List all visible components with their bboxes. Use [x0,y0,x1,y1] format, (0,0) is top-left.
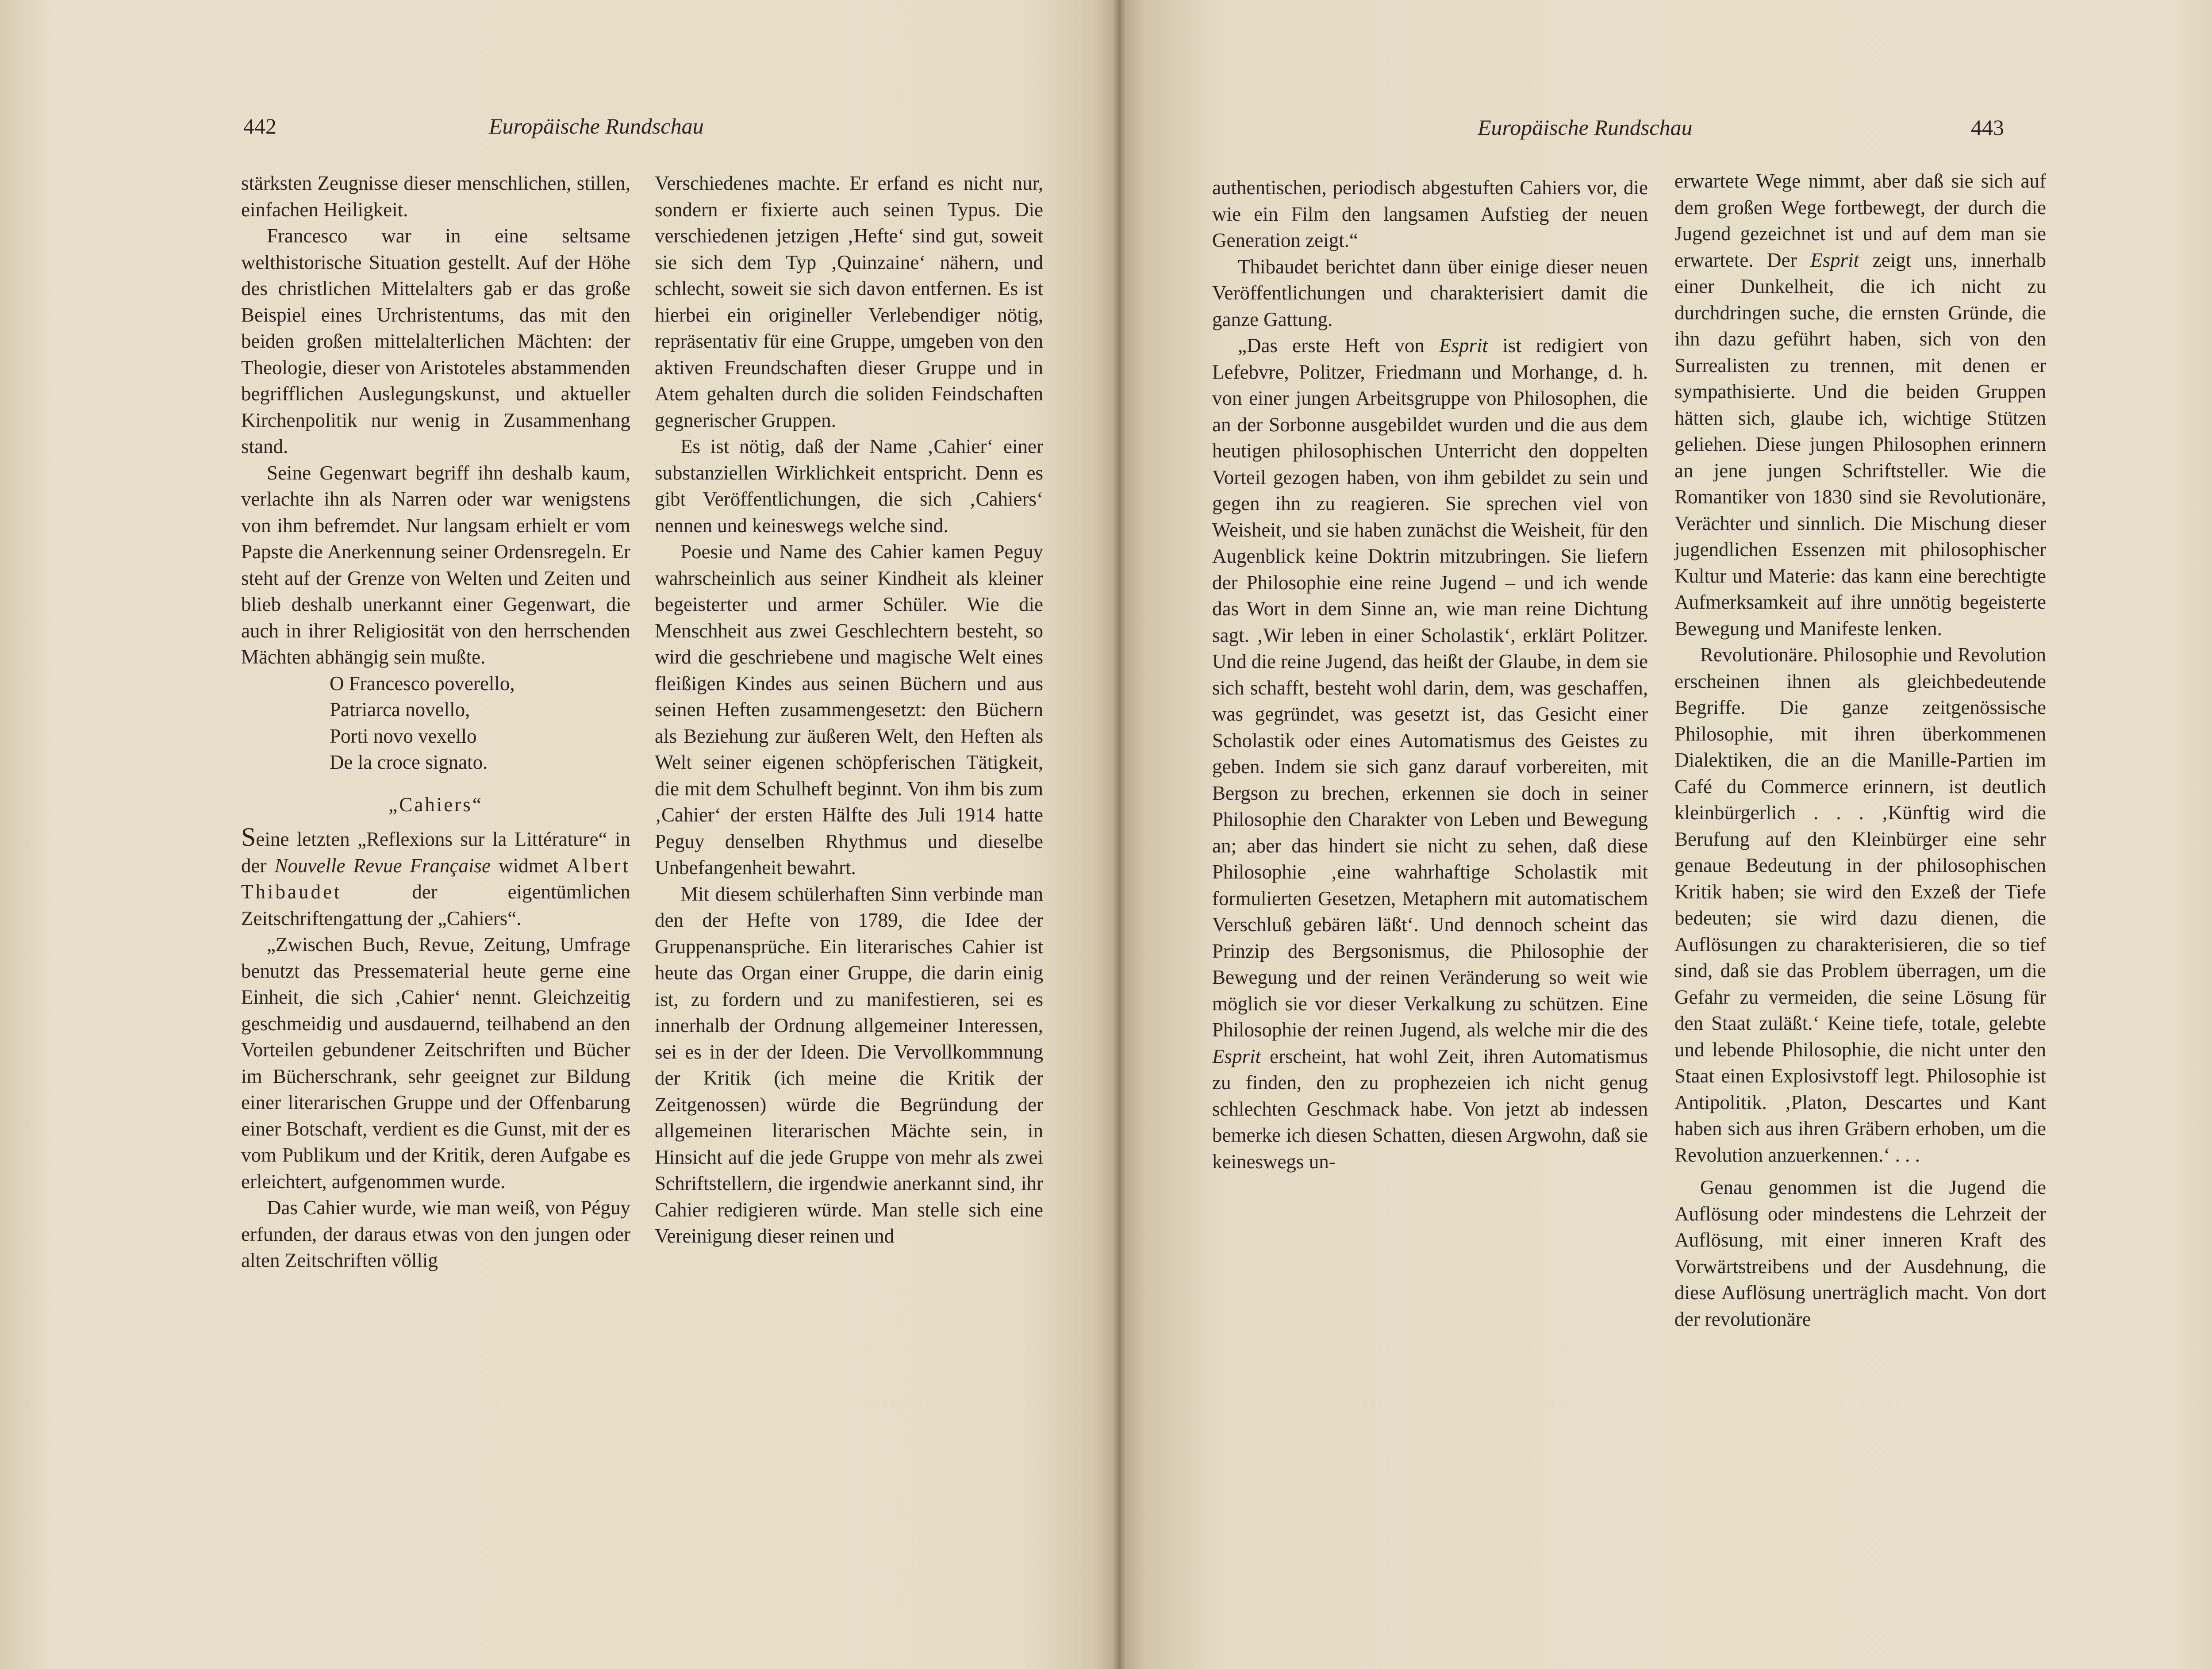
running-title: Europäische Rundschau [489,114,704,138]
section-heading: „Cahiers“ [388,793,483,816]
page-number: 442 [243,114,276,138]
paragraph: Das Cahier wurde, wie man weiß, von Péguy erfunden, der daraus etwas von den jungen oder alten Zeitschriften völlig [241,1197,630,1271]
paragraph: Genau genommen ist die Jugend die Auflösung oder mindestens die Lehrzeit der Auflösung, mit einer inneren Kraft des Vorwärtstreibens und der Ausdehnung, die diese Auflösung unerträglich macht. Von dort der revolutionäre [1674,1176,2046,1330]
page-number: 443 [1971,115,2004,140]
paragraph: Revolutionäre. Philosophie und Revolution erscheinen ihnen als gleichbedeutende Begriffe. Die ganze zeitgenössische Philosophie, mit ihren überkommenen Dialektiken, die an die Manille-Partien im Café du Commerce erinnern, ist deutlich kleinbürgerlich . . . ‚Künftig wird die Berufung auf den Kleinbürger eine sehr genaue Bedeutung in der philosophischen Kritik haben; sie wird den Exzeß der Tiefe bedeuten; sie wird dazu dienen, die Auflösungen zu charakterisieren, die so tief sind, daß sie das Problem überragen, um die Gefahr zu vermeiden, die seine Lösung für den Staat zuläßt.‘ Keine tiefe, totale, gelebte und lebende Philosophie, die nicht unter den Staat einen Explosivstoff legt. Philosophie ist Antipolitik. ‚Platon, Descartes und Kant haben sich aus ihren Gräbern erhoben, um die Revolution anzuerkennen.‘ . . . [1674,644,2046,1166]
text-column [241,170,630,1274]
paragraph: Es ist nötig, daß der Name ‚Cahier‘ einer substanziellen Wirklichkeit entspricht. Denn es gibt Veröffentlichungen, die sich ‚Cahiers‘ nennen und keineswegs welche sind. [655,435,1043,537]
author-name: Albert Thibaudet [241,854,630,903]
poem-line: O Francesco poverello, [330,672,515,694]
paragraph [1212,333,1648,1175]
paragraph: Seine Gegenwart begriff ihn deshalb kaum, verlachte ihn als Narren oder war wenigstens von ihm befremdet. Nur langsam erhielt er vom Papste die Anerkennung seiner Ordensregeln. Er steht auf der Grenze von Welten und Zeiten und blieb deshalb unerkannt einer Gegenwart, die auch in ihrer Religiosität von den herrschenden Mächten abhängig sein mußte. [241,461,630,668]
book-gutter [1113,0,1126,1669]
paragraph: „Zwischen Buch, Revue, Zeitung, Umfrage benutzt das Pressematerial heute gerne eine Einheit, die sich ‚Cahier‘ nennt. Gleichzeitig geschmeidig und ausdauernd, teilhabend an den Vorteilen gebundener Zeitschriften und Bücher im Bücherschrank, sehr geeignet zur Bildung einer literarischen Gruppe und der Offenbarung einer Botschaft, verdient es die Gunst, mit der es vom Publikum und der Kritik, deren Aufgabe es erleichtert, aufgenommen wurde. [241,933,630,1193]
journal-title: Esprit [1810,249,1859,271]
poem-line: Patriarca novello, [330,698,470,721]
poem-line: Porti novo vexello [330,725,477,747]
paragraph: Thibaudet berichtet dann über einige dieser neuen Veröffentlichungen und charakterisiert damit die ganze Gattung. [1212,255,1648,330]
paragraph: Poesie und Name des Cahier kamen Peguy wahrscheinlich aus seiner Kindheit als kleiner begeisterter und armer Schüler. Wie die Menschheit aus zwei Geschlechtern besteht, so wird die geschriebene und magische Welt eines fleißigen Kindes aus seinen Büchern und aus seinen Heften zusammengesetzt: den Büchern als Beziehung zur äußeren Welt, den Heften als Welt seiner eigenen schöpferischen Tätigkeit, die mit dem Schulheft beginnt. Von ihm bis zum ‚Cahier‘ der ersten Hälfte des Juli 1914 hatte Peguy denselben Rhythmus und dieselbe Unbefangenheit bewahrt. [655,541,1043,879]
text-column [1212,175,1648,1175]
text-run: erwartete Wege nimmt, aber daß sie sich auf dem großen Wege fortbewegt, der durch die Jugend gezeichnet ist und auf dem man sie erwartete. Der [1674,170,2046,271]
paragraph: Mit diesem schülerhaften Sinn verbinde man den der Hefte von 1789, die Idee der Gruppenansprüche. Ein literarisches Cahier ist heute das Organ einer Gruppe, die darin einig ist, zu fordern und zu manifestieren, sei es innerhalb der Ordnung allgemeiner Interessen, sei es in der der Ideen. Die Vervollkommnung der Kritik (ich meine die Kritik der Zeitgenossen) würde die Begründung der allgemeinen literarischen Mächte sein, in Hinsicht auf die jede Gruppe von mehr als zwei Schriftstellern, die irgendwie anerkannt sind, ihr Cahier redigieren würde. Man stelle sich eine Vereinigung dieser reinen und [655,882,1043,1247]
initial-letter: S [241,822,256,852]
paragraph [241,824,630,932]
text-column [1674,168,2046,1332]
text-run: zeigt uns, innerhalb einer Dunkelheit, die ich nicht zu durchdringen suche, die ernsten Gründe, die ihn dazu geführt haben, sich von den Surrealisten zu trennen, mit denen er sympathisierte. Und die beiden Gruppen hätten sich, glaube ich, wichtige Stützen geliehen. Diese jungen Philosophen erinnern an jene jungen Schriftsteller. Wie die Romantiker von 1830 sind sie Revolutionäre, Verächter und sinnlich. Die Mischung dieser jugendlichen Essenzen mit philosophischer Kultur und Materie: das kann eine berechtigte Aufmerksamkeit auf ihre unnötig begeisterte Bewegung und Manifeste lenken. [1674,249,2046,640]
journal-title: Esprit [1439,334,1488,357]
text-run: „Das erste Heft von [1238,334,1440,357]
poem-line: De la croce signato. [330,751,488,773]
text-run: ist redigiert von Lefebvre, Politzer, Friedmann und Morhange, d. h. von einer jungen Arbeitsgruppe von Philosophen, die an der Sorbonne ausgebildet wurden und die aus dem heutigen philosophischen Unterricht den doppelten Vorteil gezogen haben, von ihm gebildet zu sein und gegen ihn zu reagieren. Sie sprechen viel von Weisheit, und sie haben zunächst die Weisheit, für den Augenblick keine Doktrin mitzubringen. Sie liefern der Philosophie eine reine Jugend – und ich wende das Wort in dem Sinne an, wie man reine Dichtung sagt. ‚Wir leben in einer Scholastik‘, erklärt Politzer. Und die reine Jugend, das heißt der Glaube, in dem sie sich schafft, besteht wohl darin, dem, was geschaffen, was gegründet, was gesetzt ist, das Gesicht einer Scholastik oder eines Automatismus des Geistes zu geben. Indem sie sich ganz darauf vorbereiten, mit Bergson zu brechen, erkennen sie doch in seiner Philosophie den Charakter von Leben und Bewegung an; aber das hindert sie nicht zu sehen, daß diese Philosophie ‚eine wahrhaftige Scholastik mit formulierten Gesetzen, Metaphern mit automatischem Verschluß gebären läßt‘. Und dennoch scheint das Prinzip des Bergsonismus, die Philosophie der Bewegung und der reinen Veränderung so weit wie möglich sie vor dieser Verkalkung zu schützen. Eine Philosophie der reinen Jugend, als welche mir die des [1212,334,1648,1041]
paragraph: stärksten Zeugnisse dieser menschlichen, stillen, einfachen Heiligkeit. [241,172,630,221]
journal-title: Nouvelle Revue Française [274,854,491,877]
paragraph: Francesco war in eine seltsame welthistorische Situation gestellt. Auf der Höhe des christlichen Mittelalters gab er das große Beispiel eines Urchristentums, das mit den beiden großen mittelalterlichen Mächten: der Theologie, dieser von Aristoteles abstammenden begrifflichen Auslegungskunst, und aktueller Kirchenpolitik nur wenig in Zusammenhang stand. [241,225,630,457]
paragraph: authentischen, periodisch abgestuften Cahiers vor, die wie ein Film den langsamen Aufstieg der neuen Generation zeigt.“ [1212,176,1648,251]
text-run: eine letzten „Reflexions sur la Littérature“ in der [241,828,630,877]
text-run: erscheint, hat wohl Zeit, ihren Automatismus zu finden, den zu prophezeien ich nicht genug schlechten Geschmack habe. Von jetzt ab indessen bemerke ich diesen Schatten, diesen Argwohn, daß sie keineswegs un- [1212,1045,1648,1173]
journal-title: Esprit [1212,1045,1261,1067]
paragraph [1674,168,2046,642]
text-column [655,170,1043,1250]
text-run: widmet [490,854,567,877]
text-run: der eigentümlichen Zeitschriftengattung der „Cahiers“. [241,881,630,929]
poem [330,671,630,776]
paragraph: Verschiedenes machte. Er erfand es nicht nur, sondern er fixierte auch seinen Typus. Die verschiedenen jetzigen ‚Hefte‘ sind gut, soweit sie sich dem Typ ‚Quinzaine‘ nähern, und schlecht, soweit sie sich davon entfernen. Es ist hierbei ein origineller Verlebendiger nötig, repräsentativ für eine Gruppe, umgeben von den aktiven Freundschaften dieser Gruppe und in Atem gehalten durch die soliden Feindschaften gegnerischer Gruppen. [655,172,1043,431]
running-title: Europäische Rundschau [1478,115,1693,140]
